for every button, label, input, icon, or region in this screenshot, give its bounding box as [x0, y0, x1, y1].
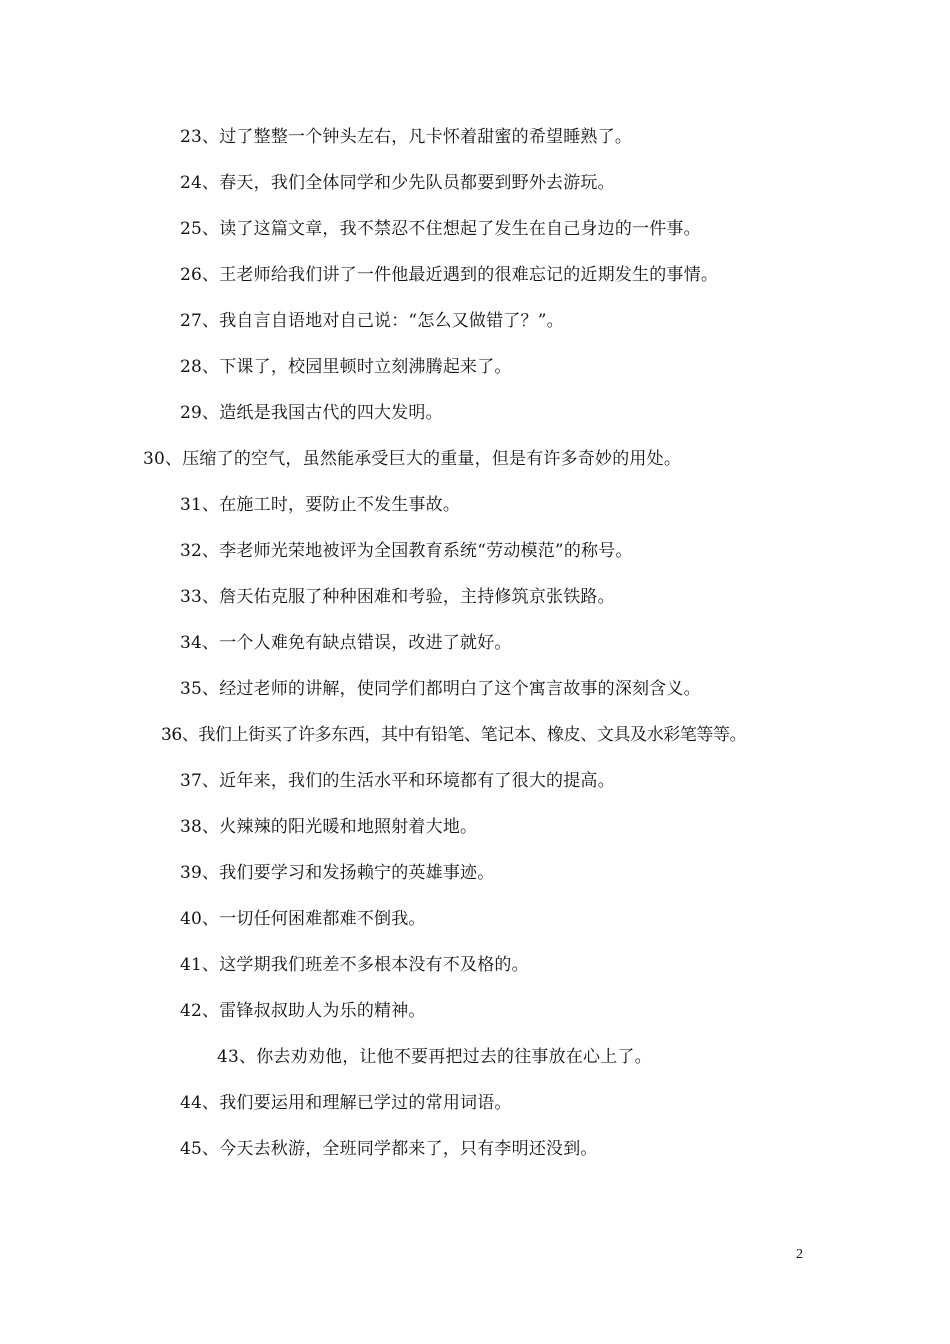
sentence-34: 34、一个人难免有缺点错误，改进了就好。	[180, 633, 512, 653]
sentence-30: 30、压缩了的空气，虽然能承受巨大的重量，但是有许多奇妙的用处。	[143, 449, 682, 469]
sentence-36: 36、我们上街买了许多东西，其中有铅笔、笔记本、橡皮、文具及水彩笔等等。	[161, 725, 747, 745]
sentence-24: 24、春天，我们全体同学和少先队员都要到野外去游玩。	[180, 173, 615, 193]
sentence-31: 31、在施工时，要防止不发生事故。	[180, 495, 461, 515]
sentence-35: 35、经过老师的讲解，使同学们都明白了这个寓言故事的深刻含义。	[180, 679, 701, 699]
sentence-42: 42、雷锋叔叔助人为乐的精神。	[180, 1001, 426, 1021]
sentence-39: 39、我们要学习和发扬赖宁的英雄事迹。	[180, 863, 495, 883]
sentence-23: 23、过了整整一个钟头左右，凡卡怀着甜蜜的希望睡熟了。	[180, 127, 633, 147]
sentence-43: 43、你去劝劝他，让他不要再把过去的往事放在心上了。	[217, 1047, 652, 1067]
sentence-44: 44、我们要运用和理解已学过的常用词语。	[180, 1093, 512, 1113]
sentence-26: 26、王老师给我们讲了一件他最近遇到的很难忘记的近期发生的事情。	[180, 265, 719, 285]
sentence-38: 38、火辣辣的阳光暖和地照射着大地。	[180, 817, 478, 837]
sentence-27: 27、我自言自语地对自己说：“怎么又做错了？”。	[180, 311, 564, 331]
sentence-25: 25、读了这篇文章，我不禁忍不住想起了发生在自己身边的一件事。	[180, 219, 701, 239]
sentence-33: 33、詹天佑克服了种种困难和考验，主持修筑京张铁路。	[180, 587, 615, 607]
sentence-28: 28、下课了，校园里顿时立刻沸腾起来了。	[180, 357, 512, 377]
sentence-45: 45、今天去秋游，全班同学都来了，只有李明还没到。	[180, 1139, 598, 1159]
sentence-37: 37、近年来，我们的生活水平和环境都有了很大的提高。	[180, 771, 615, 791]
page-number: 2	[796, 1247, 803, 1262]
sentence-40: 40、一切任何困难都难不倒我。	[180, 909, 426, 929]
sentence-29: 29、造纸是我国古代的四大发明。	[180, 403, 443, 423]
sentence-32: 32、李老师光荣地被评为全国教育系统“劳动模范”的称号。	[180, 541, 633, 561]
sentence-41: 41、这学期我们班差不多根本没有不及格的。	[180, 955, 529, 975]
